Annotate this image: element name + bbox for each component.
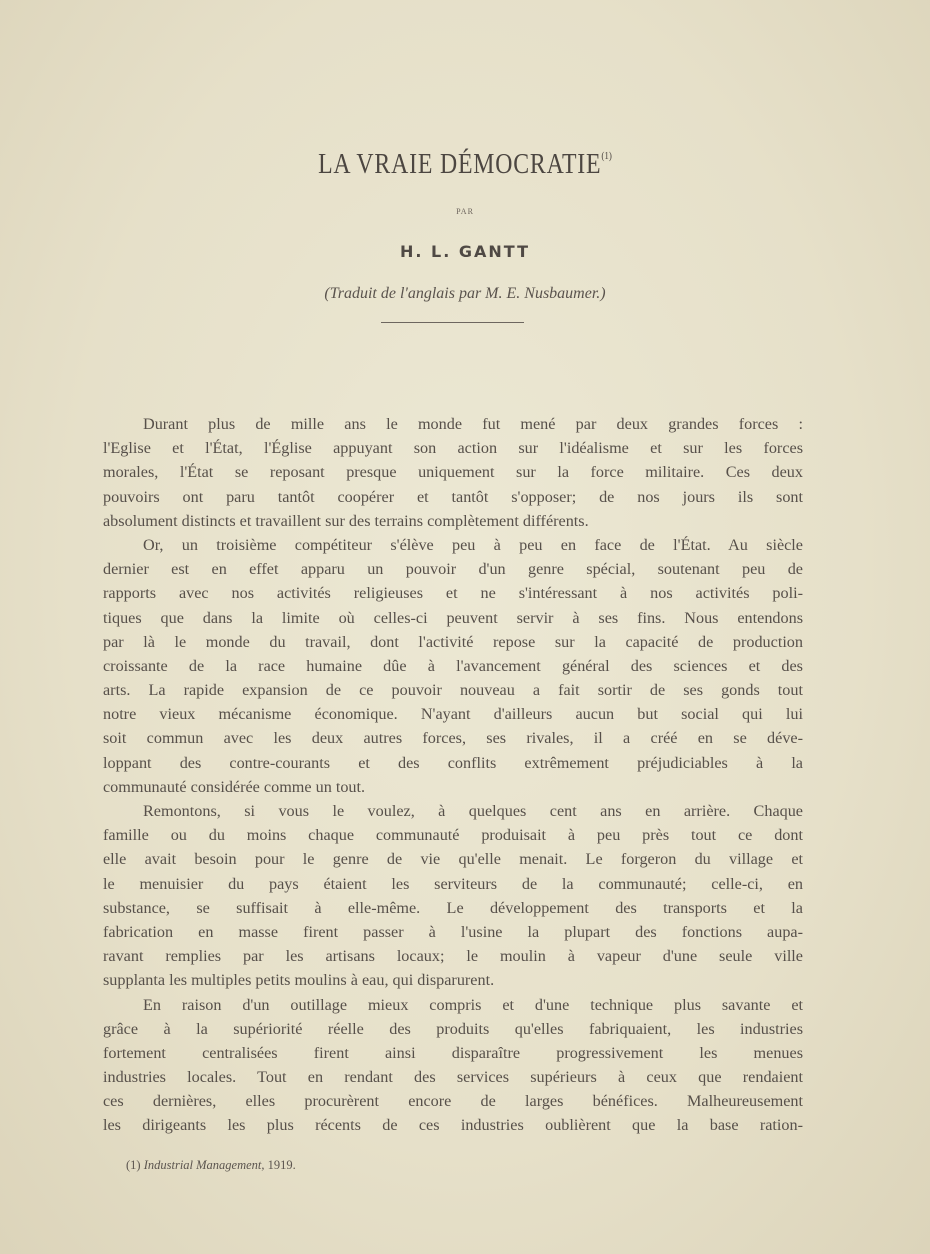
text-line: substance, se suffisait à elle-même. Le développement des transports et la — [103, 898, 803, 917]
by-label: PAR — [456, 207, 474, 216]
text-line: ravant remplies par les artisans locaux; le moulin à vapeur d'une seule ville — [103, 947, 803, 966]
text-line: croissante de la race humaine dûe à l'avancement général des sciences et des — [103, 656, 803, 675]
footnote-year: 1919. — [267, 1158, 296, 1172]
text-line: l'Eglise et l'État, l'Église appuyant son action sur l'idéalisme et sur les forces — [103, 439, 803, 458]
title-footnote-marker: (1) — [601, 150, 612, 162]
translator-credit: (Traduit de l'anglais par M. E. Nusbaumer.) — [324, 285, 606, 302]
text-line: les dirigeants les plus récents de ces industries oublièrent que la base ration- — [103, 1116, 803, 1135]
author-name: H. L. GANTT — [400, 242, 530, 261]
text-line: tiques que dans la limite où celles-ci peuvent servir à ses fins. Nous entendons — [103, 608, 803, 627]
text-line: le menuisier du pays étaient les serviteurs de la communauté; celle-ci, en — [103, 874, 803, 893]
text-line: industries locales. Tout en rendant des services supérieurs à ceux que rendaient — [103, 1068, 803, 1087]
text-line: arts. La rapide expansion de ce pouvoir nouveau a fait sortir de ses gonds tout — [103, 681, 803, 700]
text-line: communauté considérée comme un tout. — [103, 777, 366, 796]
text-line: famille ou du moins chaque communauté produisait à peu près tout ce dont — [103, 826, 803, 845]
text-line: dernier est en effet apparu un pouvoir d'un genre spécial, soutenant peu de — [103, 560, 803, 579]
text-line: notre vieux mécanisme économique. N'ayant d'ailleurs aucun but social qui lui — [103, 705, 803, 724]
text-line: Or, un troisième compétiteur s'élève peu à peu en face de l'État. Au siècle — [143, 535, 803, 554]
text-line: morales, l'État se reposant presque uniquement sur la force militaire. Ces deux — [103, 463, 803, 482]
title-divider — [381, 322, 524, 323]
footnote-marker: (1) — [126, 1158, 141, 1172]
text-line: loppant des contre-courants et des conflits extrêmement préjudiciables à la — [103, 753, 803, 772]
text-line: grâce à la supériorité réelle des produits qu'elles fabriquaient, les industries — [103, 1019, 803, 1038]
text-line: elle avait besoin pour le genre de vie qu'elle menait. Le forgeron du village et — [103, 850, 803, 869]
text-line: supplanta les multiples petits moulins à eau, qui disparurent. — [103, 971, 495, 990]
article-body — [103, 412, 803, 1138]
text-line: Remontons, si vous le voulez, à quelques cent ans en arrière. Chaque — [143, 802, 803, 820]
text-line: par là le monde du travail, dont l'activité repose sur la capacité de production — [103, 632, 803, 651]
footnote-source: Industrial Management, — [143, 1158, 265, 1172]
text-line: fabrication en masse firent passer à l'usine la plupart des fonctions aupa- — [103, 922, 803, 941]
text-line: rapports avec nos activités religieuses et ne s'intéressant à nos activités poli- — [103, 584, 803, 603]
text-line: absolument distincts et travaillent sur des terrains complètement différents. — [103, 511, 589, 530]
text-line: ces dernières, elles procurèrent encore de larges bénéfices. Malheureusement — [103, 1092, 803, 1111]
text-line: Durant plus de mille ans le monde fut mené par deux grandes forces : — [143, 415, 803, 433]
text-line: En raison d'un outillage mieux compris et d'une technique plus savante et — [143, 995, 803, 1014]
article-title: LA VRAIE DÉMOCRATIE$^{(1)}$ — [318, 148, 612, 180]
text-line: pouvoirs ont paru tantôt coopérer et tantôt s'opposer; de nos jours ils sont — [103, 487, 803, 506]
footnote — [126, 1158, 296, 1173]
text-line: soit commun avec les deux autres forces, ses rivales, il a créé en se déve- — [103, 729, 803, 748]
text-line: fortement centralisées firent ainsi disparaître progressivement les menues — [103, 1043, 803, 1062]
